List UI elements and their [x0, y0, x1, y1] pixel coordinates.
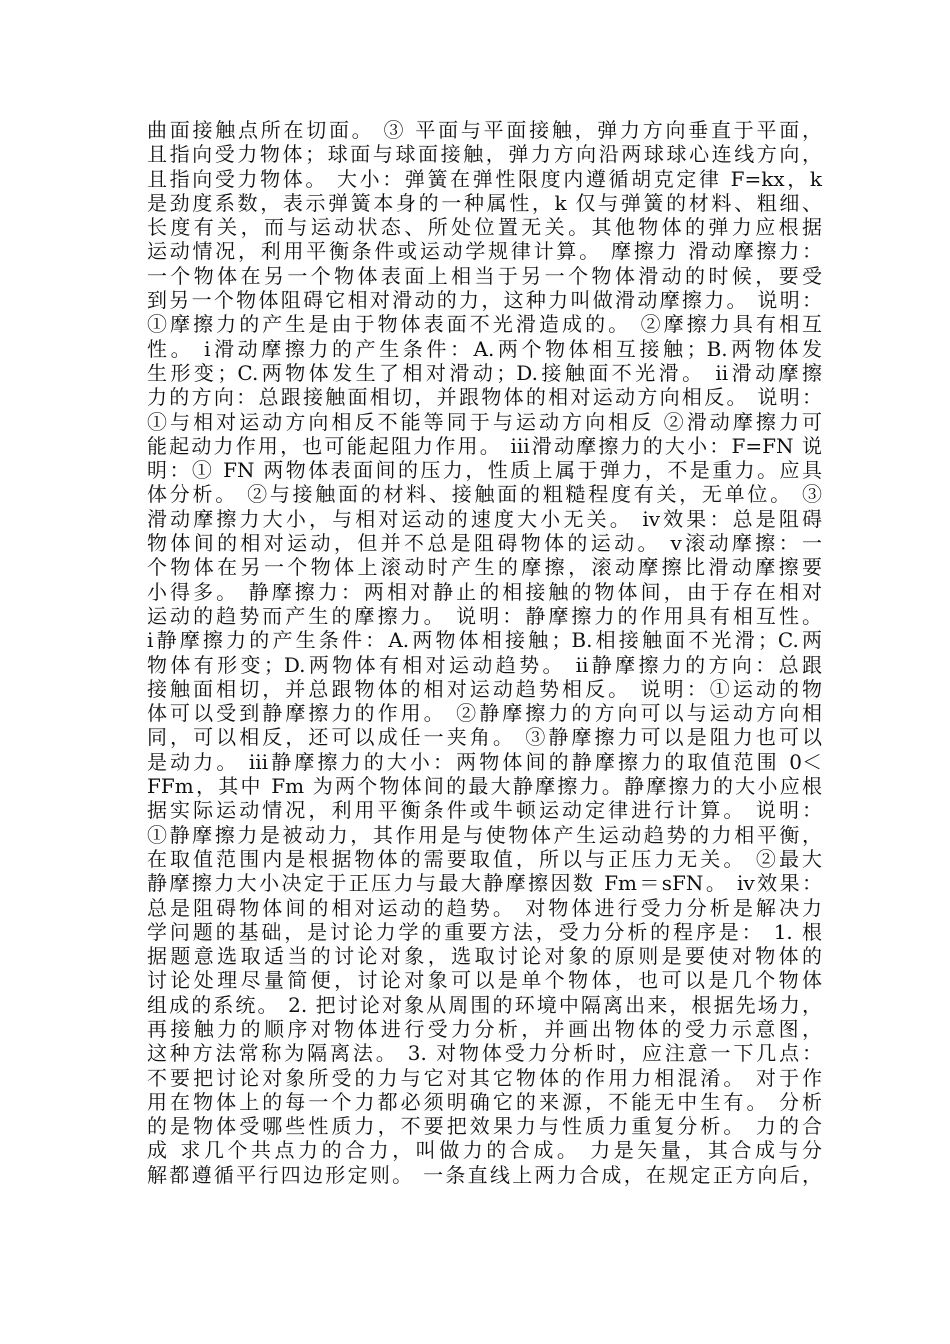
text-line: 运动的趋势而产生的摩擦力。 说明：静摩擦力的作用具有相互性。 — [147, 603, 822, 628]
text-line: 体分析。 ②与接触面的材料、接触面的粗糙程度有关，无单位。 ③ — [147, 482, 822, 507]
text-line: ①与相对运动方向相反不能等同于与运动方向相反 ②滑动摩擦力可 — [147, 409, 822, 434]
text-line: 静摩擦力大小决定于正压力与最大静摩擦因数 Fm＝sFN。 ⅳ效果： — [147, 871, 822, 896]
text-line: 性。 ⅰ滑动摩擦力的产生条件：A.两个物体相互接触；B.两物体发 — [147, 336, 822, 361]
text-line: 同，可以相反，还可以成任一夹角。 ③静摩擦力可以是阻力也可以 — [147, 725, 822, 750]
text-line: 且指向受力物体；球面与球面接触，弹力方向沿两球球心连线方向， — [147, 142, 822, 167]
text-line: ⅰ静摩擦力的产生条件：A.两物体相接触；B.相接触面不光滑；C.两 — [147, 628, 822, 653]
text-line: 物体间的相对运动，但并不总是阻碍物体的运动。 ⅴ滚动摩擦：一 — [147, 531, 822, 556]
text-line: 讨论处理尽量简便，讨论对象可以是单个物体，也可以是几个物体 — [147, 968, 822, 993]
text-line: ①摩擦力的产生是由于物体表面不光滑造成的。 ②摩擦力具有相互 — [147, 312, 822, 337]
text-line: 物体有形变；D.两物体有相对运动趋势。 ⅱ静摩擦力的方向：总跟 — [147, 652, 822, 677]
text-line: FFm，其中 Fm 为两个物体间的最大静摩擦力。静摩擦力的大小应根 — [147, 774, 822, 799]
text-line: 是动力。 ⅲ静摩擦力的大小：两物体间的静摩擦力的取值范围 0＜ — [147, 749, 822, 774]
text-line: 据实际运动情况，利用平衡条件或牛顿运动定律进行计算。 说明： — [147, 798, 822, 823]
text-line: 曲面接触点所在切面。 ③ 平面与平面接触，弹力方向垂直于平面， — [147, 118, 822, 142]
body-text — [147, 118, 822, 1187]
text-line: 小得多。 静摩擦力：两相对静止的相接触的物体间，由于存在相对 — [147, 579, 822, 604]
text-line: 在取值范围内是根据物体的需要取值，所以与正压力无关。 ②最大 — [147, 846, 822, 871]
text-line: ①静摩擦力是被动力，其作用是与使物体产生运动趋势的力相平衡， — [147, 822, 822, 847]
text-line: 是劲度系数，表示弹簧本身的一种属性，k 仅与弹簧的材料、粗细、 — [147, 190, 822, 215]
text-line: 长度有关，而与运动状态、所处位置无关。其他物体的弹力应根据 — [147, 215, 822, 240]
text-line: 到另一个物体阻碍它相对滑动的力，这种力叫做滑动摩擦力。 说明： — [147, 288, 822, 313]
text-line: 解都遵循平行四边形定则。 一条直线上两力合成，在规定正方向后， — [147, 1162, 822, 1187]
text-line: 力的方向：总跟接触面相切，并跟物体的相对运动方向相反。 说明： — [147, 385, 822, 410]
text-line: 且指向受力物体。 大小：弹簧在弹性限度内遵循胡克定律 F=kx，k — [147, 166, 822, 191]
text-line: 组成的系统。 2. 把讨论对象从周围的环境中隔离出来，根据先场力， — [147, 992, 822, 1017]
text-line: 能起动力作用，也可能起阻力作用。 ⅲ滑动摩擦力的大小：F=FN 说 — [147, 433, 822, 458]
text-line: 的是物体受哪些性质力，不要把效果力与性质力重复分析。 力的合 — [147, 1114, 822, 1139]
text-line: 不要把讨论对象所受的力与它对其它物体的作用力相混淆。 对于作 — [147, 1065, 822, 1090]
text-line: 个物体在另一个物体上滚动时产生的摩擦，滚动摩擦比滑动摩擦要 — [147, 555, 822, 580]
text-line: 这种方法常称为隔离法。 3. 对物体受力分析时，应注意一下几点： — [147, 1041, 822, 1066]
text-line: 学问题的基础，是讨论力学的重要方法，受力分析的程序是： 1. 根 — [147, 919, 822, 944]
text-line: 再接触力的顺序对物体进行受力分析，并画出物体的受力示意图， — [147, 1016, 822, 1041]
text-line: 生形变；C.两物体发生了相对滑动；D.接触面不光滑。 ⅱ滑动摩擦 — [147, 360, 822, 385]
text-line: 接触面相切，并总跟物体的相对运动趋势相反。 说明：①运动的物 — [147, 676, 822, 701]
text-line: 成 求几个共点力的合力，叫做力的合成。 力是矢量，其合成与分 — [147, 1138, 822, 1163]
text-line: 明：① FN 两物体表面间的压力，性质上属于弹力，不是重力。应具 — [147, 458, 822, 483]
text-line: 用在物体上的每一个力都必须明确它的来源，不能无中生有。 分析 — [147, 1089, 822, 1114]
text-line: 滑动摩擦力大小，与相对运动的速度大小无关。 ⅳ效果：总是阻碍 — [147, 506, 822, 531]
text-line: 运动情况，利用平衡条件或运动学规律计算。 摩擦力 滑动摩擦力： — [147, 239, 822, 264]
text-line: 据题意选取适当的讨论对象，选取讨论对象的原则是要使对物体的 — [147, 944, 822, 969]
text-line: 体可以受到静摩擦力的作用。 ②静摩擦力的方向可以与运动方向相 — [147, 701, 822, 726]
text-line: 一个物体在另一个物体表面上相当于另一个物体滑动的时候，要受 — [147, 263, 822, 288]
text-line: 总是阻碍物体间的相对运动的趋势。 对物体进行受力分析是解决力 — [147, 895, 822, 920]
